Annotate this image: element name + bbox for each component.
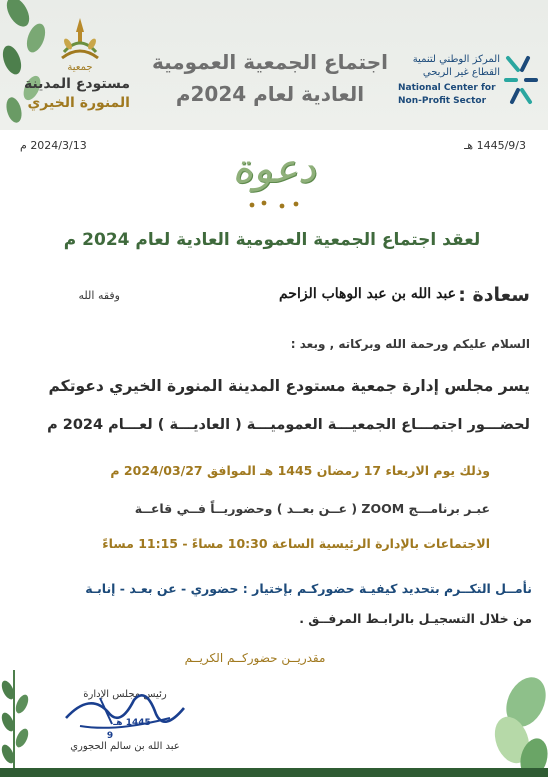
header-title-line2: العادية لعام 2024م <box>175 82 365 106</box>
charity-name-line3: المنورة الخيري <box>27 95 130 111</box>
body-line1: يسر مجلس إدارة جمعية مستودع المدينة المنورة الخيري دعوتكم <box>48 377 530 395</box>
signature-role: رئيس مجلس الإدارة <box>83 689 167 700</box>
gregorian-date: 2024/3/13 م <box>20 139 87 152</box>
signature-stamp-day: 9 <box>106 731 114 741</box>
leaves-bottom-left-decoration <box>0 670 46 777</box>
header-title-line1: اجتماع الجمعية العمومية <box>152 50 388 74</box>
charity-name-line1: جمعية <box>67 62 93 73</box>
national-center-en-line2: Non-Profit Sector <box>398 96 487 106</box>
bottom-border-stripe <box>0 768 548 777</box>
note-line1: نأمــل التكــرم بتحديد كيفيـة حضوركـم بإختيار : حضوري - عن بعـد - إنابـة <box>85 581 532 596</box>
leaves-bottom-right-decoration <box>488 674 548 777</box>
signature-stamp-date: 1445 هـ <box>113 718 151 728</box>
hijri-date: 1445/9/3 هـ <box>464 139 526 152</box>
addressee-title: سعادة : <box>458 284 530 306</box>
invitation-dots-decoration <box>242 198 306 212</box>
subject-heading: لعقد اجتماع الجمعية العمومية العادية لعام 2024 م <box>63 230 481 250</box>
closing-text: مقدريــن حضوركــم الكريــم <box>184 651 326 665</box>
addressee-blessing: وفقه الله <box>78 289 120 302</box>
national-center-ar-line1: المركز الوطني لتنمية <box>412 54 500 65</box>
details-line1: وذلك يوم الاربعاء 17 رمضان 1445 هـ الموافق 2024/03/27 م <box>110 463 490 478</box>
note-line2: من خلال التسجيـل بالرابـط المرفــق . <box>299 611 532 626</box>
signatory-name: عبد الله بن سالم الحجوري <box>70 741 180 752</box>
national-center-en-line1: National Center for <box>398 83 496 93</box>
charity-logo-emblem <box>58 14 102 64</box>
body-line2: لحضـــور اجتمـــاع الجمعيـــة العموميـــة ( العاديـــة ) لعـــام 2024 م <box>47 417 530 433</box>
details-line3: الاجتماعات بالإدارة الرئيسية الساعة 10:30 مساءً - 11:15 مساءً <box>102 536 490 551</box>
national-center-ar-line2: القطاع غير الربحي <box>422 67 500 78</box>
greeting-text: السلام عليكم ورحمة الله وبركاته , وبعد : <box>290 337 530 351</box>
charity-name-line2: مستودع المدينة <box>23 76 130 92</box>
national-center-logo-icon <box>504 52 538 108</box>
invitation-calligraphy: دعوة <box>232 146 316 192</box>
addressee-name: عبد الله بن عبد الوهاب الزاحم <box>278 286 456 302</box>
details-line2: عبـر برنامـــج ZOOM ( عــن بعــد ) وحضوريــاً فــي قاعــة <box>134 501 490 516</box>
signature-scribble <box>60 688 190 738</box>
